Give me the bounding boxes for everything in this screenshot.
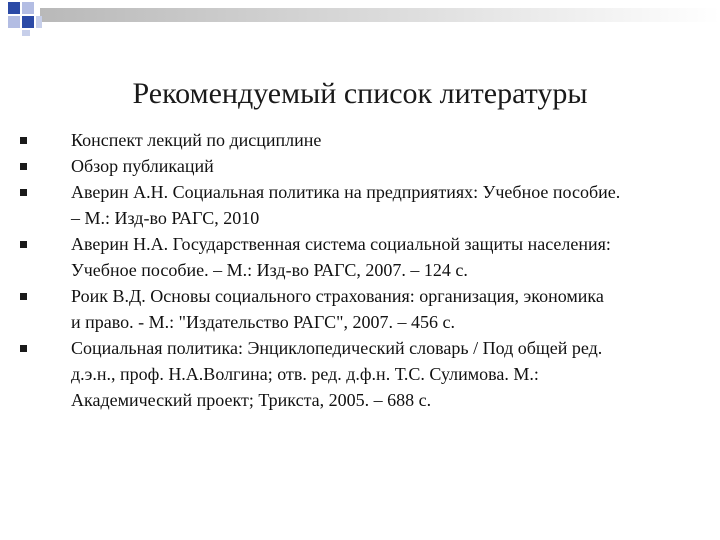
list-item-line: Аверин Н.А. Государственная система социальной защиты населения: <box>71 234 611 254</box>
square-bullet-icon <box>20 189 27 196</box>
list-item-line: Роик В.Д. Основы социального страхования: организация, экономика <box>71 286 604 306</box>
list-item <box>20 127 680 153</box>
deco-square-light-2 <box>8 16 20 28</box>
list-item-line: и право. - М.: "Издательство РАГС", 2007. – 456 с. <box>71 312 455 332</box>
square-bullet-icon <box>20 137 27 144</box>
list-item <box>20 283 680 335</box>
list-item-line: Учебное пособие. – М.: Изд-во РАГС, 2007. – 124 с. <box>71 260 468 280</box>
deco-square-light-3 <box>36 16 42 28</box>
list-item-line: д.э.н., проф. Н.А.Волгина; отв. ред. д.ф.н. Т.С. Сулимова. М.: <box>71 364 539 384</box>
square-bullet-icon <box>20 163 27 170</box>
list-item-line: – М.: Изд-во РАГС, 2010 <box>71 208 260 228</box>
list-item <box>20 153 680 179</box>
square-bullet-icon <box>20 293 27 300</box>
list-item <box>20 231 680 283</box>
deco-square-dark-2 <box>22 16 34 28</box>
deco-square-light-4 <box>22 30 30 36</box>
header-decoration <box>0 0 720 40</box>
square-bullet-icon <box>20 345 27 352</box>
header-gradient-bar <box>40 8 720 22</box>
list-item <box>20 335 680 413</box>
slide-title: Рекомендуемый список литературы <box>132 77 588 110</box>
bibliography-list <box>20 127 680 413</box>
list-item-line: Обзор публикаций <box>71 156 214 176</box>
list-item-line: Социальная политика: Энциклопедический словарь / Под общей ред. <box>71 338 603 358</box>
deco-square-light-1 <box>22 2 34 14</box>
list-item-line: Конспект лекций по дисциплине <box>71 130 322 150</box>
deco-square-dark-1 <box>8 2 20 14</box>
square-bullet-icon <box>20 241 27 248</box>
list-item <box>20 179 680 231</box>
list-item-line: Академический проект; Трикста, 2005. – 688 с. <box>71 390 432 410</box>
list-item-line: Аверин А.Н. Социальная политика на предприятиях: Учебное пособие. <box>71 182 621 202</box>
decorative-squares-graphic <box>0 0 720 40</box>
